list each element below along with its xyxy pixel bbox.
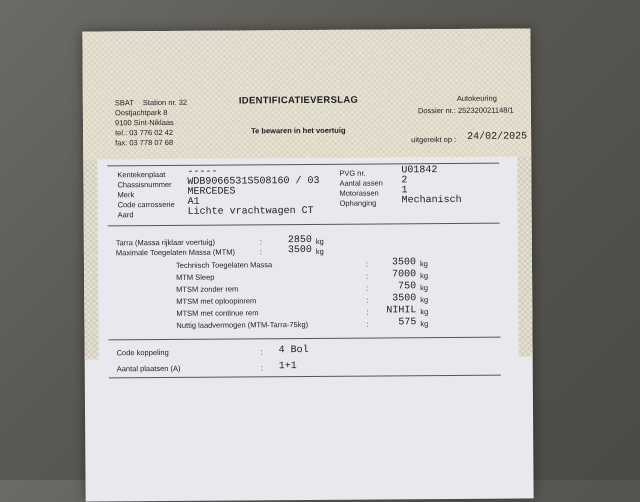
kind-label: Aard [117, 210, 134, 220]
mass-detail-label: MTSM zonder rem [176, 284, 239, 294]
section-divider [107, 163, 499, 167]
right-border-pattern [517, 156, 532, 356]
mtm-colon: : [259, 247, 263, 257]
body-code-value: A1 [187, 196, 200, 208]
seats-label: Aantal plaatsen (A) [116, 363, 181, 374]
document-subtitle: Te bewaren in het voertuig [251, 125, 346, 136]
mass-detail-value: 750 [398, 281, 417, 293]
kind-value: Lichte vrachtwagen CT [187, 205, 314, 218]
mass-detail-label: Nuttig laadvermogen (MTM-Tarra-75kg) [176, 320, 309, 330]
mtm-label: Maximale Toegelaten Massa (MTM) [115, 247, 236, 258]
address-line-1: Oostjachtpark 8 [114, 107, 168, 118]
mass-detail-value: 3500 [392, 293, 417, 305]
mass-detail-value: 3500 [391, 257, 417, 269]
make-label: Merk [117, 190, 135, 200]
make-value: MERCEDES [187, 186, 236, 198]
tare-colon: : [259, 237, 262, 247]
dossier-number: Dossier nr.: 252320021148/1 [417, 105, 514, 116]
mass-detail-unit: kg [420, 295, 429, 305]
mass-detail-unit: kg [420, 271, 429, 281]
mass-detail-colon: : [366, 295, 369, 305]
coupling-label: Code koppeling [116, 347, 169, 358]
axles-label: Aantal assen [339, 178, 383, 188]
address-line-2: 9100 Sint-Niklaas [114, 117, 174, 128]
section-divider [109, 375, 501, 379]
mass-detail-label: Technisch Toegelaten Massa [175, 260, 273, 270]
mass-detail-colon: : [366, 307, 369, 317]
suspension-value: Mechanisch [401, 194, 462, 207]
issued-date: 24/02/2025 [467, 131, 528, 143]
chassis-value: WDB9066531S508160 / 03 [187, 175, 320, 188]
coupling-value: 4 Bol [278, 344, 309, 357]
motor-axles-label: Motorassen [339, 188, 379, 198]
mtm-unit: kg [315, 246, 324, 256]
pvg-label: PVG nr. [339, 168, 366, 178]
left-border-pattern [83, 159, 98, 359]
mass-detail-label: MTSM met oploopinrem [176, 296, 257, 306]
mass-detail-colon: : [366, 319, 369, 329]
mass-detail-unit: kg [420, 283, 429, 293]
org-name: SBAT [114, 98, 134, 108]
seats-colon: : [260, 363, 263, 373]
chassis-label: Chassisnummer [117, 179, 172, 190]
issued-label: uitgereikt op : [411, 134, 457, 145]
mass-detail-label: MTM Sleep [176, 272, 215, 282]
motor-axles-value: 1 [401, 185, 408, 197]
mass-detail-label: MTSM met continue rem [176, 308, 259, 318]
station-number: Station nr. 32 [142, 97, 188, 108]
document-title: IDENTIFICATIEVERSLAG [238, 94, 359, 107]
plate-value: ----- [187, 166, 218, 178]
mass-detail-colon: : [365, 259, 369, 269]
mass-detail-value: NIHIL [386, 305, 417, 317]
suspension-label: Ophanging [339, 198, 377, 208]
phone-number: tel.: 03 776 02 42 [115, 127, 174, 138]
mass-detail-unit: kg [420, 307, 429, 317]
mass-detail-colon: : [366, 283, 369, 293]
mtm-value: 3500 [287, 244, 312, 257]
body-code-label: Code carrosserie [117, 199, 175, 210]
tare-label: Tarra (Massa rijklaar voertuig) [115, 237, 216, 248]
mass-detail-value: 7000 [392, 269, 417, 281]
plate-label: Kentekenplaat [117, 169, 166, 180]
coupling-colon: : [260, 347, 263, 357]
tare-value: 2850 [287, 234, 312, 247]
fax-number: fax: 03 778 07 68 [115, 137, 174, 148]
document-sheet [82, 28, 533, 501]
axles-value: 2 [401, 175, 408, 187]
section-divider [108, 223, 500, 227]
tare-unit: kg [315, 236, 324, 246]
seats-value: 1+1 [278, 361, 297, 373]
inspection-type: Autokeuring [456, 93, 497, 103]
mass-detail-unit: kg [419, 259, 428, 269]
mass-detail-value: 575 [398, 317, 417, 329]
mass-detail-unit: kg [420, 319, 429, 329]
section-divider [109, 337, 501, 341]
pvg-value: U01842 [401, 165, 438, 177]
mass-detail-colon: : [366, 271, 369, 281]
